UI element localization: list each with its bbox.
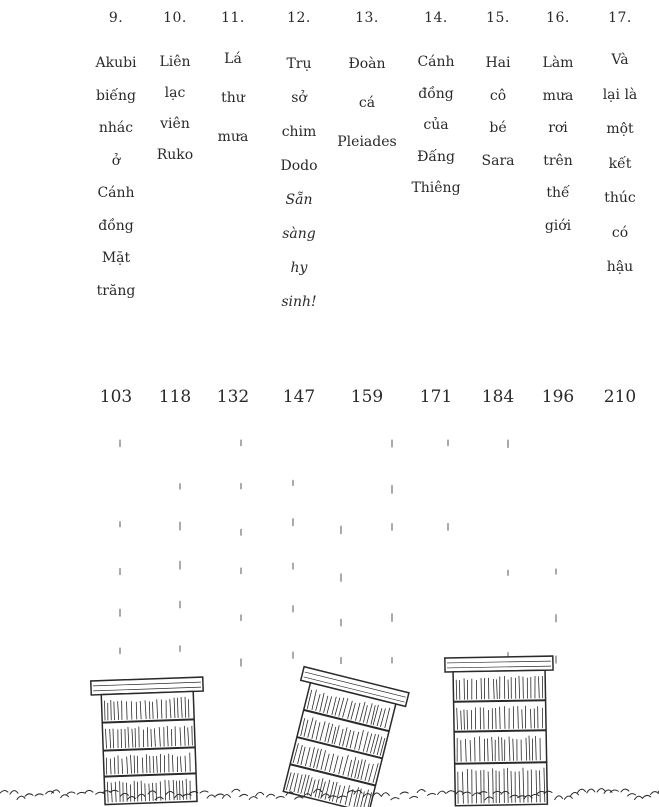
book-spine xyxy=(467,680,468,700)
grass-tuft xyxy=(597,789,605,792)
grass-tuft xyxy=(25,794,33,797)
chapter-number: 10. xyxy=(163,10,187,26)
grass-tuft xyxy=(381,793,389,797)
title-line: hậu xyxy=(606,259,634,275)
chapter-12 xyxy=(267,8,331,319)
book-spine xyxy=(504,739,505,760)
grass-tuft xyxy=(635,796,643,799)
book-spine xyxy=(464,709,465,729)
book-spine xyxy=(496,770,497,803)
title-line: mưa xyxy=(217,129,249,145)
book-spine xyxy=(511,677,512,699)
title-line: Ruko xyxy=(156,147,194,163)
chapter-15 xyxy=(466,8,530,177)
title-line: trăng xyxy=(96,282,136,299)
title-line: có xyxy=(611,224,629,241)
book-spine xyxy=(457,738,458,762)
title-line: biếng xyxy=(95,87,137,104)
chapter-title xyxy=(84,47,148,307)
book-spine xyxy=(484,678,485,699)
grass-tuft xyxy=(200,791,208,793)
grass-tuft xyxy=(17,796,25,799)
chapter-number: 16. xyxy=(546,10,570,26)
title-line: thư xyxy=(221,90,245,106)
title-line: lạc xyxy=(164,85,186,101)
grass-tuft xyxy=(85,790,93,793)
title-line: Thiêng xyxy=(411,180,461,196)
chapter-title xyxy=(325,45,409,162)
grass-tuft xyxy=(391,798,399,800)
chapter-number: 13. xyxy=(355,10,379,26)
chapter-number: 12. xyxy=(287,10,311,26)
title-line: ở xyxy=(111,152,121,169)
grass-tuft xyxy=(564,796,572,799)
grass-tuft xyxy=(555,796,563,800)
title-line: bé xyxy=(489,120,507,136)
rain-bookshelves-illustration xyxy=(0,420,659,807)
page-number: 147 xyxy=(282,387,316,407)
title-line: Lá xyxy=(224,51,242,67)
title-line: Làm xyxy=(542,55,574,71)
chapter-title xyxy=(588,43,652,285)
grass-tuft xyxy=(61,795,69,798)
title-line: một xyxy=(606,121,634,137)
grass-tuft xyxy=(267,794,275,797)
chapter-title xyxy=(466,47,530,177)
bookshelf-left xyxy=(91,677,207,805)
book-spine xyxy=(499,676,500,699)
title-line: Hai xyxy=(485,55,511,71)
title-line: thế xyxy=(546,185,570,201)
grass-tuft xyxy=(240,794,248,796)
bookshelf-middle xyxy=(274,667,409,807)
chapter-number: 15. xyxy=(486,10,510,26)
title-line: cá xyxy=(358,95,376,111)
page-number: 103 xyxy=(99,387,133,407)
book-spine xyxy=(492,708,493,729)
book-spine xyxy=(467,710,468,729)
subtitle-line: Sẵn xyxy=(285,192,313,208)
book-spine xyxy=(527,771,528,803)
bookshelf-right xyxy=(445,656,556,806)
book-spine xyxy=(480,707,481,729)
grass-tuft xyxy=(643,795,651,797)
book-spine xyxy=(471,679,472,700)
page-number: 132 xyxy=(216,387,250,407)
book-spine xyxy=(500,707,501,729)
grass-tuft xyxy=(77,792,85,794)
page-number: 171 xyxy=(419,387,453,407)
chapter-16 xyxy=(526,8,590,242)
title-line: Trụ xyxy=(286,56,312,72)
title-line: giới xyxy=(544,217,572,234)
grass-tuft xyxy=(249,797,257,800)
grass-tuft xyxy=(578,789,586,792)
page-number: 210 xyxy=(603,387,637,407)
grass-tuft xyxy=(295,797,303,799)
title-line: trên xyxy=(543,152,573,169)
chapter-title xyxy=(404,47,468,205)
grass-tuft xyxy=(0,791,8,794)
chapter-14 xyxy=(404,8,468,205)
title-line: Akubi xyxy=(95,55,137,71)
title-line: Mặt xyxy=(101,250,131,266)
grass-tuft xyxy=(447,791,455,793)
book-spine xyxy=(456,680,457,700)
book-spine xyxy=(540,738,541,760)
title-line: Đoàn xyxy=(348,56,386,72)
book-spine xyxy=(515,772,516,803)
grass-tuft xyxy=(207,795,215,798)
subtitle-line: sinh! xyxy=(281,294,317,310)
book-spine xyxy=(484,739,485,761)
title-line: Và xyxy=(611,52,629,68)
subtitle-line: hy xyxy=(290,260,308,276)
book-spine xyxy=(542,708,543,729)
chapter-number: 14. xyxy=(424,10,448,26)
grass-tuft xyxy=(276,797,284,799)
grass-tuft xyxy=(67,792,75,794)
book-spine xyxy=(527,678,528,699)
title-line: Đấng xyxy=(417,148,455,165)
book-spine xyxy=(535,676,536,698)
grass-tuft xyxy=(438,791,446,794)
book-spine xyxy=(475,707,476,729)
chapter-9 xyxy=(84,8,148,307)
book-spine xyxy=(495,740,496,761)
grass-tuft xyxy=(10,791,18,795)
title-line: đồng xyxy=(98,217,134,234)
title-line: đồng xyxy=(418,85,454,102)
title-line: viên xyxy=(160,116,190,132)
chapter-number: 17. xyxy=(608,10,632,26)
chapter-number: 11. xyxy=(221,10,245,26)
grass-tuft xyxy=(621,789,629,792)
book-spine xyxy=(499,771,500,803)
grass-tuft xyxy=(216,794,224,796)
book-spine xyxy=(177,756,178,772)
rain-drops xyxy=(120,440,556,666)
subtitle-line: sàng xyxy=(282,226,316,242)
chapter-13 xyxy=(325,8,409,162)
chapter-11 xyxy=(201,8,265,157)
title-line: thúc xyxy=(604,190,636,206)
grass-tuft xyxy=(587,789,595,793)
title-line: của xyxy=(423,117,449,133)
grass-tuft xyxy=(232,789,240,792)
chapter-number: 9. xyxy=(108,10,124,26)
title-line: Dodo xyxy=(280,158,318,174)
page-number: 118 xyxy=(158,387,192,407)
grass-tuft xyxy=(410,797,418,799)
grass-tuft xyxy=(628,794,636,796)
title-line: Cánh xyxy=(417,54,455,70)
page-number: 196 xyxy=(541,387,575,407)
chapter-title xyxy=(143,47,207,171)
grass-tuft xyxy=(417,790,425,793)
title-line: cô xyxy=(489,87,507,104)
title-line: Pleiades xyxy=(337,134,397,150)
book-spine xyxy=(532,738,533,760)
book-spine xyxy=(458,772,459,804)
grass-tuft xyxy=(651,792,659,795)
title-line: chim xyxy=(281,124,317,140)
book-spine xyxy=(509,708,510,729)
book-spine xyxy=(504,706,505,729)
grass-tuft xyxy=(400,792,408,794)
page-number: 184 xyxy=(481,387,515,407)
grass-tuft xyxy=(256,792,264,795)
grass-tuft xyxy=(35,794,43,796)
title-line: rơi xyxy=(548,120,568,136)
title-line: nhác xyxy=(98,120,134,136)
book-spine xyxy=(531,677,532,699)
page-number: 159 xyxy=(350,387,384,407)
chapter-title xyxy=(526,47,590,242)
title-line: Liên xyxy=(159,54,191,70)
grass-tuft xyxy=(428,794,436,796)
title-line: Sara xyxy=(481,152,515,169)
chapter-title xyxy=(201,40,265,157)
book-spine xyxy=(488,710,489,729)
chapter-10 xyxy=(143,8,207,171)
title-line: kết xyxy=(608,155,632,172)
book-spine xyxy=(513,706,514,728)
book-spine xyxy=(496,708,497,729)
title-line: mưa xyxy=(542,87,574,104)
title-line: sở xyxy=(291,90,307,106)
book-spine xyxy=(525,706,526,729)
chapter-17 xyxy=(588,8,652,285)
title-line: Cánh xyxy=(97,185,135,201)
book-spine xyxy=(517,739,518,761)
title-line: lại là xyxy=(602,86,638,103)
chapter-title xyxy=(267,47,331,319)
